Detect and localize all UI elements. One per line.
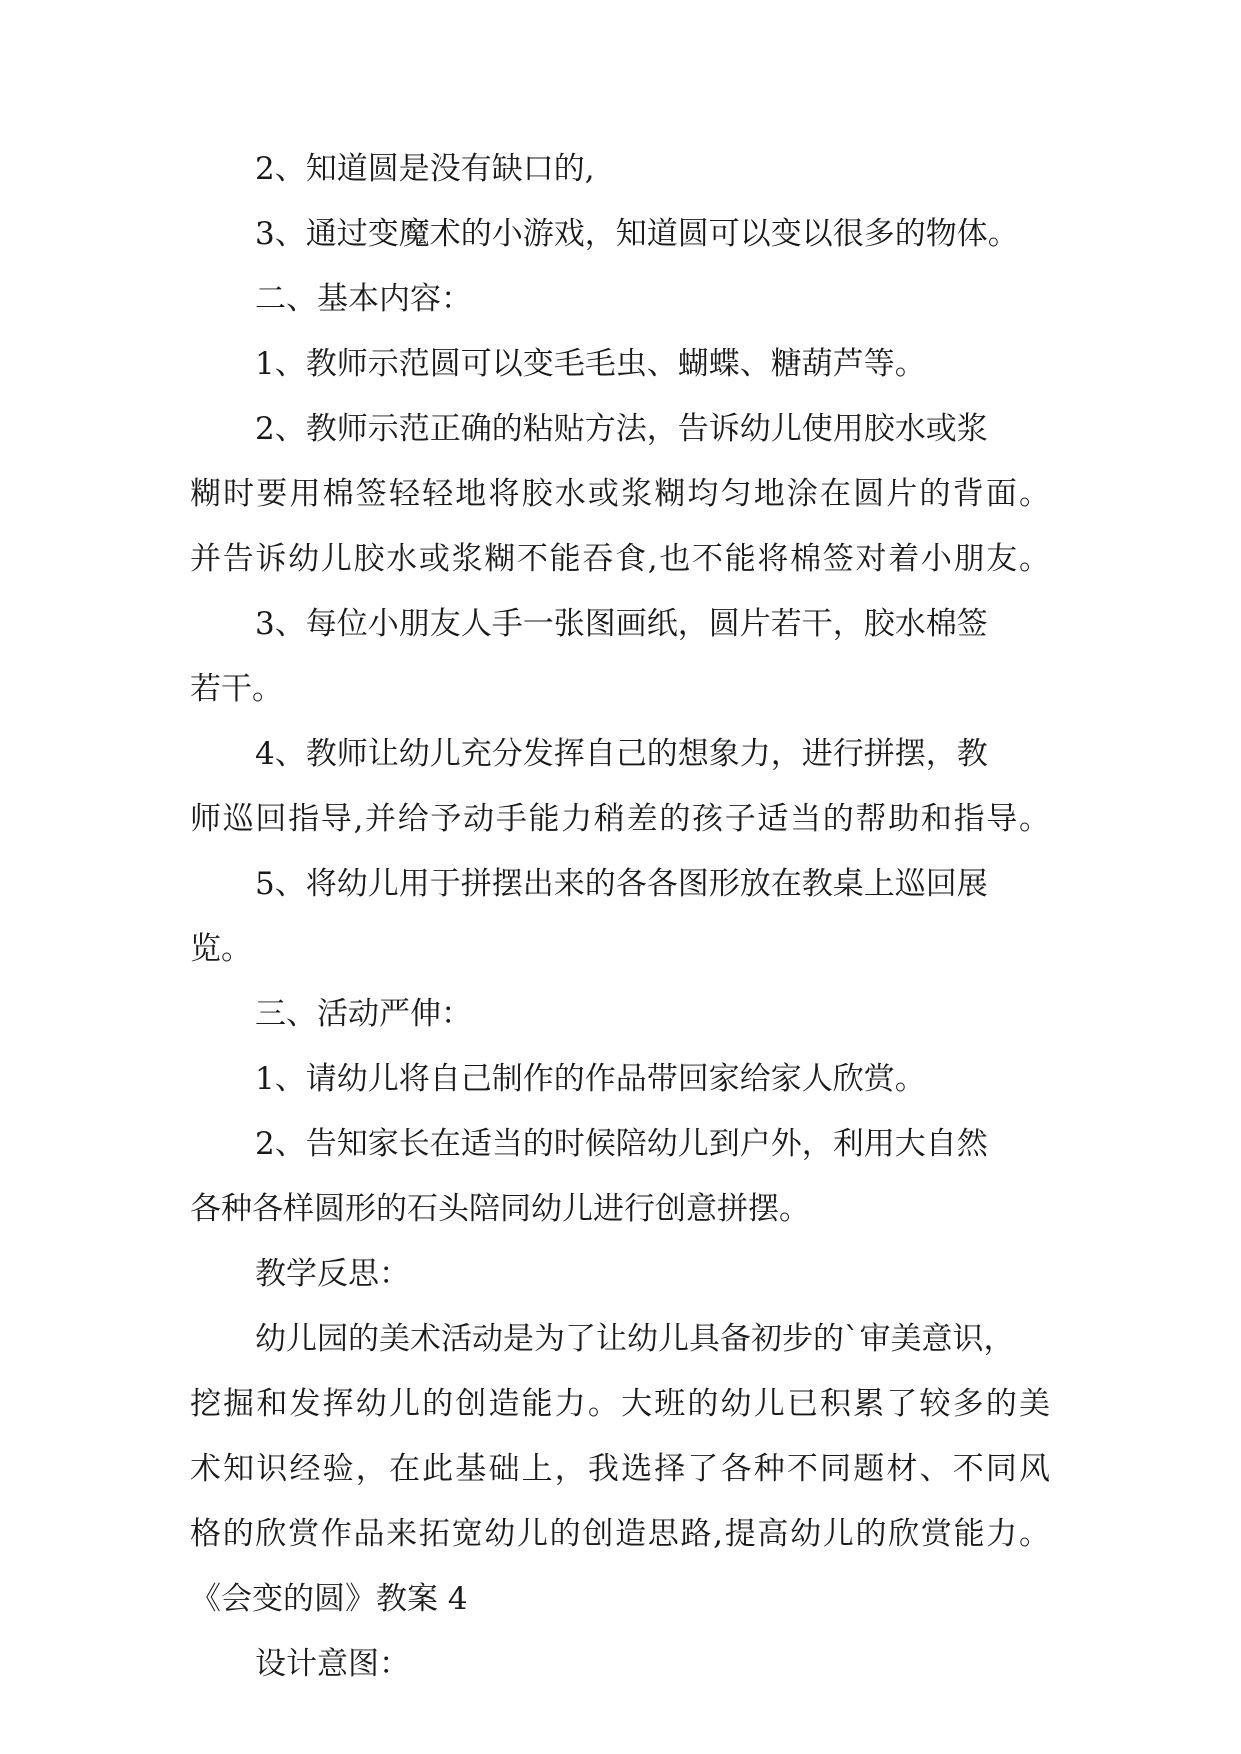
text-line: 师巡回指导,并给予动手能力稍差的孩子适当的帮助和指导。 (190, 801, 1050, 837)
text-line: 2、告知家长在适当的时候陪幼儿到户外，利用大自然 (255, 1126, 988, 1162)
text-line: 若干。 (190, 671, 283, 707)
text-line: 2、教师示范正确的粘贴方法，告诉幼儿使用胶水或浆 (255, 411, 988, 447)
text-line: 览。 (190, 931, 252, 967)
section-heading: 二、基本内容： (255, 281, 472, 317)
text-line: 术知识经验，在此基础上，我选择了各种不同题材、不同风 (190, 1451, 1050, 1487)
section-heading: 教学反思： (255, 1256, 410, 1292)
text-line: 各种各样圆形的石头陪同幼儿进行创意拼摆。 (190, 1191, 810, 1227)
section-heading: 三、活动严伸： (255, 996, 472, 1032)
text-line: 1、教师示范圆可以变毛毛虫、蝴蝶、糖葫芦等。 (255, 346, 926, 382)
text-line: 格的欣赏作品来拓宽幼儿的创造思路,提高幼儿的欣赏能力。 (190, 1516, 1050, 1552)
text-line: 并告诉幼儿胶水或浆糊不能吞食,也不能将棉签对着小朋友。 (190, 541, 1050, 577)
text-line: 3、每位小朋友人手一张图画纸，圆片若干，胶水棉签 (255, 606, 988, 642)
section-heading: 设计意图： (255, 1646, 410, 1682)
text-line: 3、通过变魔术的小游戏，知道圆可以变以很多的物体。 (255, 216, 1019, 252)
text-line: 幼儿园的美术活动是为了让幼儿具备初步的`审美意识， (255, 1321, 1015, 1357)
text-line: 1、请幼儿将自己制作的作品带回家给家人欣赏。 (255, 1061, 926, 1097)
text-line: 2、知道圆是没有缺口的, (255, 151, 595, 187)
text-line: 5、将幼儿用于拼摆出来的各各图形放在教桌上巡回展 (255, 866, 988, 902)
text-line: 糊时要用棉签轻轻地将胶水或浆糊均匀地涂在圆片的背面。 (190, 476, 1050, 512)
document-title: 《会变的圆》教案 4 (190, 1581, 468, 1617)
text-line: 挖掘和发挥幼儿的创造能力。大班的幼儿已积累了较多的美 (190, 1386, 1050, 1422)
text-line: 4、教师让幼儿充分发挥自己的想象力，进行拼摆，教 (255, 736, 988, 772)
